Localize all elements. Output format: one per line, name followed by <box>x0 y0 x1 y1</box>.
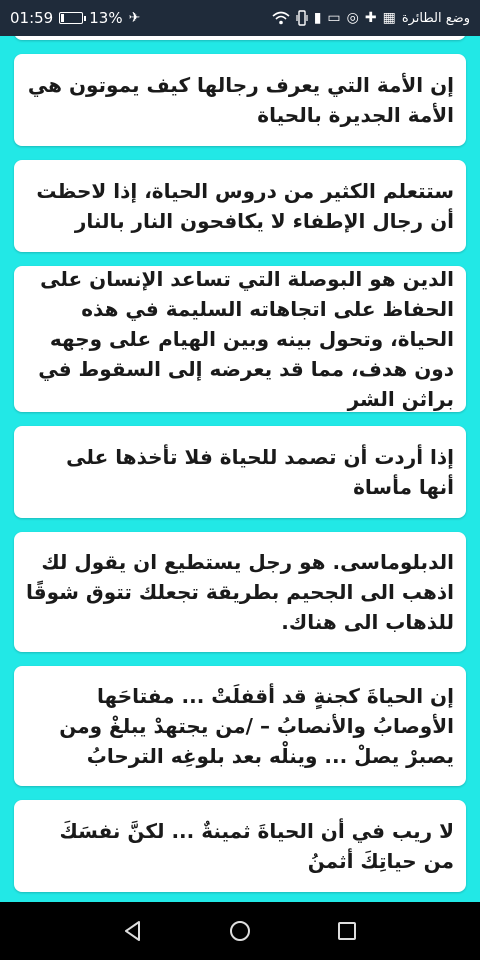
clock: 01:59 <box>10 9 54 27</box>
status-right <box>272 10 470 26</box>
quote-text: الدبلوماسى. هو رجل يستطيع ان يقول لك اذهب الى الجحيم بطريقة تجعلك تتوق شوقًا للذهاب الى هناك. <box>26 550 454 634</box>
quote-text: ستتعلم الكثير من دروس الحياة، إذا لاحظت أن رجال الإطفاء لا يكافحون النار بالنار <box>36 179 454 233</box>
quotes-list[interactable] <box>0 36 480 902</box>
navigation-bar <box>0 902 480 960</box>
battery-level <box>61 14 64 22</box>
battery-icon <box>59 12 83 24</box>
home-circle-icon <box>228 919 252 943</box>
status-left <box>10 9 140 27</box>
quote-card-0[interactable] <box>14 36 466 40</box>
status-bar <box>0 0 480 36</box>
back-triangle-icon <box>121 919 145 943</box>
home-button[interactable] <box>220 911 260 951</box>
quote-text: الدين هو البوصلة التي تساعد الإنسان على الحفاظ على اتجاهاته السليمة في هذه الحياة، وتحول بينه وبين الهيام على وجهه دون هدف، مما قد يعرضه إلى السقوط في براثن الشر <box>38 267 454 411</box>
back-button[interactable] <box>113 911 153 951</box>
quote-card-7[interactable] <box>14 800 466 892</box>
quote-text: إن الحياةَ كجنةٍ قد أقفلَتْ ... مفتاحَها الأوصابُ والأنصابُ – /من يجتهدْ يبلغْ ومن يصبرْ يصلْ ... وينلْه بعد بلوغِه الترحابُ <box>59 684 454 768</box>
wifi-icon <box>272 11 290 25</box>
airplane-mode-label: وضع الطائرة <box>401 10 470 26</box>
quote-text: لا ريب في أن الحياةَ ثمينةٌ ... لكنَّ نفسَكَ من حياتِكَ أثمنُ <box>59 819 454 873</box>
quote-card-1[interactable] <box>14 54 466 146</box>
vibrate-icon <box>296 10 308 26</box>
quote-card-3[interactable] <box>14 266 466 412</box>
quote-card-6[interactable] <box>14 666 466 786</box>
quote-card-4[interactable] <box>14 426 466 518</box>
notification-icon-1: ▮ <box>313 10 322 26</box>
quote-card-2[interactable] <box>14 160 466 252</box>
notification-icon-3: ✚ <box>364 10 377 26</box>
recents-button[interactable] <box>327 911 367 951</box>
quote-card-5[interactable] <box>14 532 466 652</box>
notification-icon-2: ▭ <box>327 10 341 26</box>
quote-text: إن الأمة التي يعرف رجالها كيف يموتون هي الأمة الجديرة بالحياة <box>27 73 454 127</box>
gallery-icon: ▦ <box>382 10 396 26</box>
battery-percent: 13% <box>89 9 123 27</box>
quote-text: إذا أردت أن تصمد للحياة فلا تأخذها على أنها مأساة <box>66 445 454 499</box>
whatsapp-icon: ◎ <box>346 10 359 26</box>
recents-square-icon <box>335 919 359 943</box>
airplane-icon: ✈ <box>128 10 141 26</box>
